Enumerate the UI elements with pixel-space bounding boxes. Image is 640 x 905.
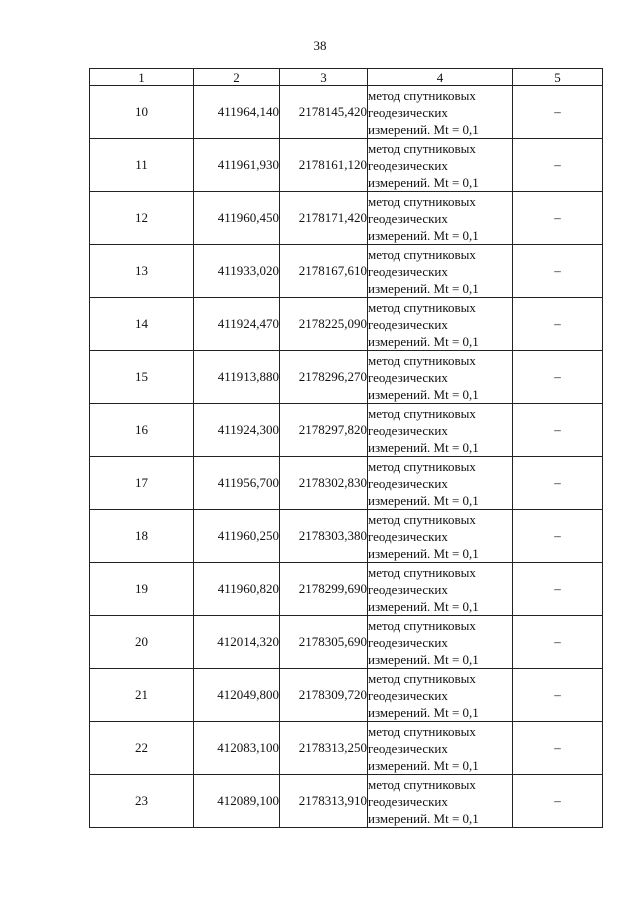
table-row (90, 351, 603, 404)
method-line: метод спутниковых (368, 458, 476, 474)
table-row (90, 86, 603, 139)
table-row (90, 563, 603, 616)
method-line: измерений. Mt = 0,1 (368, 492, 479, 508)
method-line: измерений. Mt = 0,1 (368, 757, 479, 773)
method-line: геодезических (368, 687, 448, 703)
method-line: метод спутниковых (368, 246, 476, 262)
note-cell: – (513, 86, 603, 139)
point-number-cell: 20 (90, 616, 194, 669)
method-cell (368, 351, 513, 404)
note-cell: – (513, 192, 603, 245)
table-row (90, 616, 603, 669)
point-number-cell: 14 (90, 298, 194, 351)
note-cell: – (513, 563, 603, 616)
method-line: геодезических (368, 422, 448, 438)
point-number-cell: 18 (90, 510, 194, 563)
coordinate-x-cell: 411960,250 (194, 510, 280, 563)
method-cell (368, 722, 513, 775)
coordinate-x-cell: 411961,930 (194, 139, 280, 192)
coordinate-x-cell: 412083,100 (194, 722, 280, 775)
method-cell (368, 775, 513, 828)
coordinate-x-cell: 411933,020 (194, 245, 280, 298)
method-cell (368, 510, 513, 563)
coordinate-x-cell: 412089,100 (194, 775, 280, 828)
method-line: метод спутниковых (368, 405, 476, 421)
point-number-cell: 10 (90, 86, 194, 139)
method-line: геодезических (368, 104, 448, 120)
point-number-cell: 23 (90, 775, 194, 828)
coordinate-x-cell: 411956,700 (194, 457, 280, 510)
coordinate-y-cell: 2178161,120 (280, 139, 368, 192)
table-row (90, 139, 603, 192)
method-line: геодезических (368, 369, 448, 385)
coordinate-y-cell: 2178171,420 (280, 192, 368, 245)
coordinate-x-cell: 411964,140 (194, 86, 280, 139)
page-number: 38 (313, 38, 327, 53)
method-cell (368, 563, 513, 616)
coordinate-y-cell: 2178297,820 (280, 404, 368, 457)
table-body (90, 86, 603, 828)
table-row (90, 669, 603, 722)
coordinate-x-cell: 411913,880 (194, 351, 280, 404)
method-line: измерений. Mt = 0,1 (368, 174, 479, 190)
column-header: 3 (280, 69, 368, 86)
point-number-cell: 21 (90, 669, 194, 722)
column-header: 5 (513, 69, 603, 86)
method-line: метод спутниковых (368, 193, 476, 209)
table-row (90, 245, 603, 298)
point-number-cell: 11 (90, 139, 194, 192)
note-cell: – (513, 669, 603, 722)
note-cell: – (513, 775, 603, 828)
method-line: метод спутниковых (368, 87, 476, 103)
method-line: метод спутниковых (368, 511, 476, 527)
note-cell: – (513, 722, 603, 775)
coordinate-y-cell: 2178299,690 (280, 563, 368, 616)
method-line: геодезических (368, 528, 448, 544)
method-line: измерений. Mt = 0,1 (368, 386, 479, 402)
method-line: геодезических (368, 793, 448, 809)
method-cell (368, 86, 513, 139)
coordinates-table (89, 68, 603, 828)
method-line: измерений. Mt = 0,1 (368, 121, 479, 137)
method-cell (368, 669, 513, 722)
point-number-cell: 19 (90, 563, 194, 616)
method-line: метод спутниковых (368, 617, 476, 633)
coordinate-y-cell: 2178305,690 (280, 616, 368, 669)
method-line: метод спутниковых (368, 776, 476, 792)
table-header-row (90, 69, 603, 86)
coordinate-x-cell: 412014,320 (194, 616, 280, 669)
method-cell (368, 457, 513, 510)
note-cell: – (513, 245, 603, 298)
coordinate-y-cell: 2178302,830 (280, 457, 368, 510)
note-cell: – (513, 457, 603, 510)
table-row (90, 722, 603, 775)
method-line: измерений. Mt = 0,1 (368, 545, 479, 561)
method-line: геодезических (368, 157, 448, 173)
method-line: измерений. Mt = 0,1 (368, 333, 479, 349)
coordinate-y-cell: 2178313,250 (280, 722, 368, 775)
point-number-cell: 17 (90, 457, 194, 510)
table-row (90, 192, 603, 245)
coordinate-x-cell: 411960,820 (194, 563, 280, 616)
table-row (90, 404, 603, 457)
coordinate-x-cell: 411924,470 (194, 298, 280, 351)
note-cell: – (513, 139, 603, 192)
method-line: геодезических (368, 263, 448, 279)
method-line: метод спутниковых (368, 564, 476, 580)
coordinate-y-cell: 2178303,380 (280, 510, 368, 563)
method-line: измерений. Mt = 0,1 (368, 598, 479, 614)
point-number-cell: 16 (90, 404, 194, 457)
method-line: метод спутниковых (368, 670, 476, 686)
note-cell: – (513, 404, 603, 457)
method-line: геодезических (368, 581, 448, 597)
column-header: 4 (368, 69, 513, 86)
method-line: измерений. Mt = 0,1 (368, 810, 479, 826)
coordinate-y-cell: 2178309,720 (280, 669, 368, 722)
method-line: геодезических (368, 475, 448, 491)
method-cell (368, 139, 513, 192)
method-line: измерений. Mt = 0,1 (368, 227, 479, 243)
coordinate-y-cell: 2178313,910 (280, 775, 368, 828)
note-cell: – (513, 298, 603, 351)
method-line: метод спутниковых (368, 140, 476, 156)
method-line: измерений. Mt = 0,1 (368, 704, 479, 720)
point-number-cell: 12 (90, 192, 194, 245)
method-line: метод спутниковых (368, 723, 476, 739)
note-cell: – (513, 616, 603, 669)
coordinate-x-cell: 411924,300 (194, 404, 280, 457)
table-row (90, 457, 603, 510)
method-line: геодезических (368, 740, 448, 756)
method-line: измерений. Mt = 0,1 (368, 651, 479, 667)
method-cell (368, 298, 513, 351)
method-line: геодезических (368, 210, 448, 226)
table-row (90, 775, 603, 828)
point-number-cell: 22 (90, 722, 194, 775)
method-cell (368, 245, 513, 298)
coordinate-y-cell: 2178167,610 (280, 245, 368, 298)
method-cell (368, 192, 513, 245)
method-line: измерений. Mt = 0,1 (368, 439, 479, 455)
method-line: метод спутниковых (368, 299, 476, 315)
column-header: 2 (194, 69, 280, 86)
note-cell: – (513, 510, 603, 563)
point-number-cell: 15 (90, 351, 194, 404)
coordinate-y-cell: 2178296,270 (280, 351, 368, 404)
method-line: метод спутниковых (368, 352, 476, 368)
table-row (90, 510, 603, 563)
method-line: измерений. Mt = 0,1 (368, 280, 479, 296)
method-line: геодезических (368, 634, 448, 650)
coordinate-x-cell: 411960,450 (194, 192, 280, 245)
method-cell (368, 616, 513, 669)
point-number-cell: 13 (90, 245, 194, 298)
column-header: 1 (90, 69, 194, 86)
coordinate-y-cell: 2178225,090 (280, 298, 368, 351)
method-line: геодезических (368, 316, 448, 332)
coordinate-y-cell: 2178145,420 (280, 86, 368, 139)
table-row (90, 298, 603, 351)
note-cell: – (513, 351, 603, 404)
coordinate-x-cell: 412049,800 (194, 669, 280, 722)
method-cell (368, 404, 513, 457)
